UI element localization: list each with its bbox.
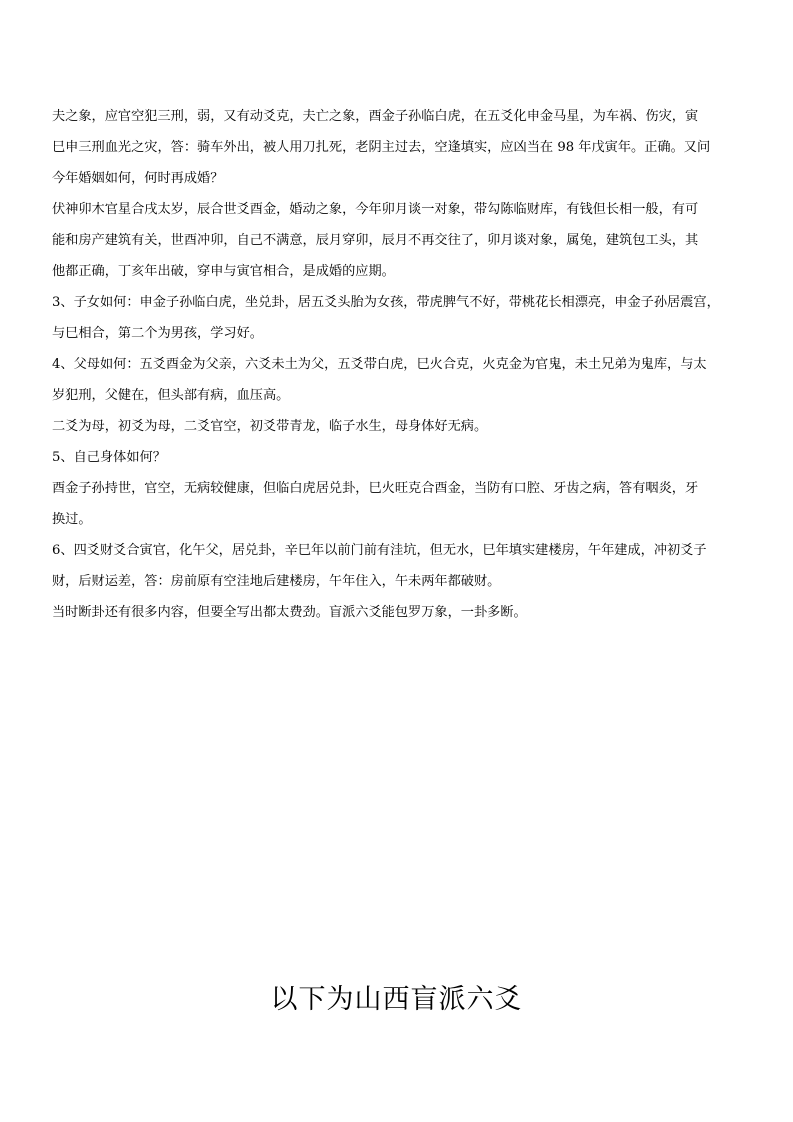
body-text (52, 101, 748, 628)
paragraph (52, 287, 748, 349)
text-line: 换过。 (52, 512, 92, 527)
text-line: 二爻为母，初爻为母，二爻官空，初爻带青龙，临子水生，母身体好无病。 (52, 419, 488, 434)
paragraph (52, 442, 748, 473)
paragraph (52, 194, 748, 287)
section-heading: 以下为山西盲派六爻 (270, 984, 523, 1015)
text-line: 他都正确，丁亥年出破，穿申与寅官相合，是成婚的应期。 (52, 264, 395, 279)
text-line: 6、四爻财爻合寅官，化午父，居兑卦，辛巳年以前门前有洼坑，但无水，巳年填实建楼房，午年建成，冲初爻子 (52, 543, 707, 558)
text-line: 伏神卯木官星合戌太岁，辰合世爻酉金，婚动之象，今年卯月谈一对象，带勾陈临财库，有钱但长相一般，有可 (52, 202, 699, 217)
paragraph (52, 411, 748, 442)
text-line: 财，后财运差，答：房前原有空洼地后建楼房，午年住入，午未两年都破财。 (52, 574, 501, 589)
text-line: 今年婚姻如何，何时再成婚？ (52, 171, 224, 186)
paragraph (52, 101, 748, 194)
text-line: 3、子女如何：申金子孙临白虎，坐兑卦，居五爻头胎为女孩，带虎脾气不好，带桃花长相漂亮，申金子孙居震宫， (52, 295, 720, 310)
text-line: 夫之象，应官空犯三刑，弱，又有动爻克，夫亡之象，酉金子孙临白虎，在五爻化申金马星，为车祸、伤灾，寅 (52, 109, 699, 124)
text-line: 能和房产建筑有关，世酉冲卯，自己不满意，辰月穿卯，辰月不再交往了，卯月谈对象，属兔，建筑包工头，其 (52, 233, 699, 248)
text-line: 4、父母如何：五爻酉金为父亲，六爻未土为父，五爻带白虎，巳火合克，火克金为官鬼，未土兄弟为鬼库，与太 (52, 357, 707, 372)
text-line: 酉金子孙持世，官空，无病较健康，但临白虎居兑卦，巳火旺克合酉金，当防有口腔、牙齿之病，答有咽炎，牙 (52, 481, 699, 496)
text-line: 巳申三刑血光之灾，答：骑车外出，被人用刀扎死，老阴主过去，空逢填实，应凶当在 98 年戊寅年。正确。又问 (52, 140, 711, 155)
paragraph (52, 597, 748, 628)
text-line: 5、自己身体如何？ (52, 450, 166, 465)
text-line: 当时断卦还有很多内容，但要全写出都太费劲。盲派六爻能包罗万象，一卦多断。 (52, 605, 527, 620)
paragraph (52, 349, 748, 411)
paragraph (52, 535, 748, 597)
text-line: 岁犯刑，父健在，但头部有病，血压高。 (52, 388, 290, 403)
text-line: 与巳相合，第二个为男孩，学习好。 (52, 326, 263, 341)
paragraph (52, 473, 748, 535)
